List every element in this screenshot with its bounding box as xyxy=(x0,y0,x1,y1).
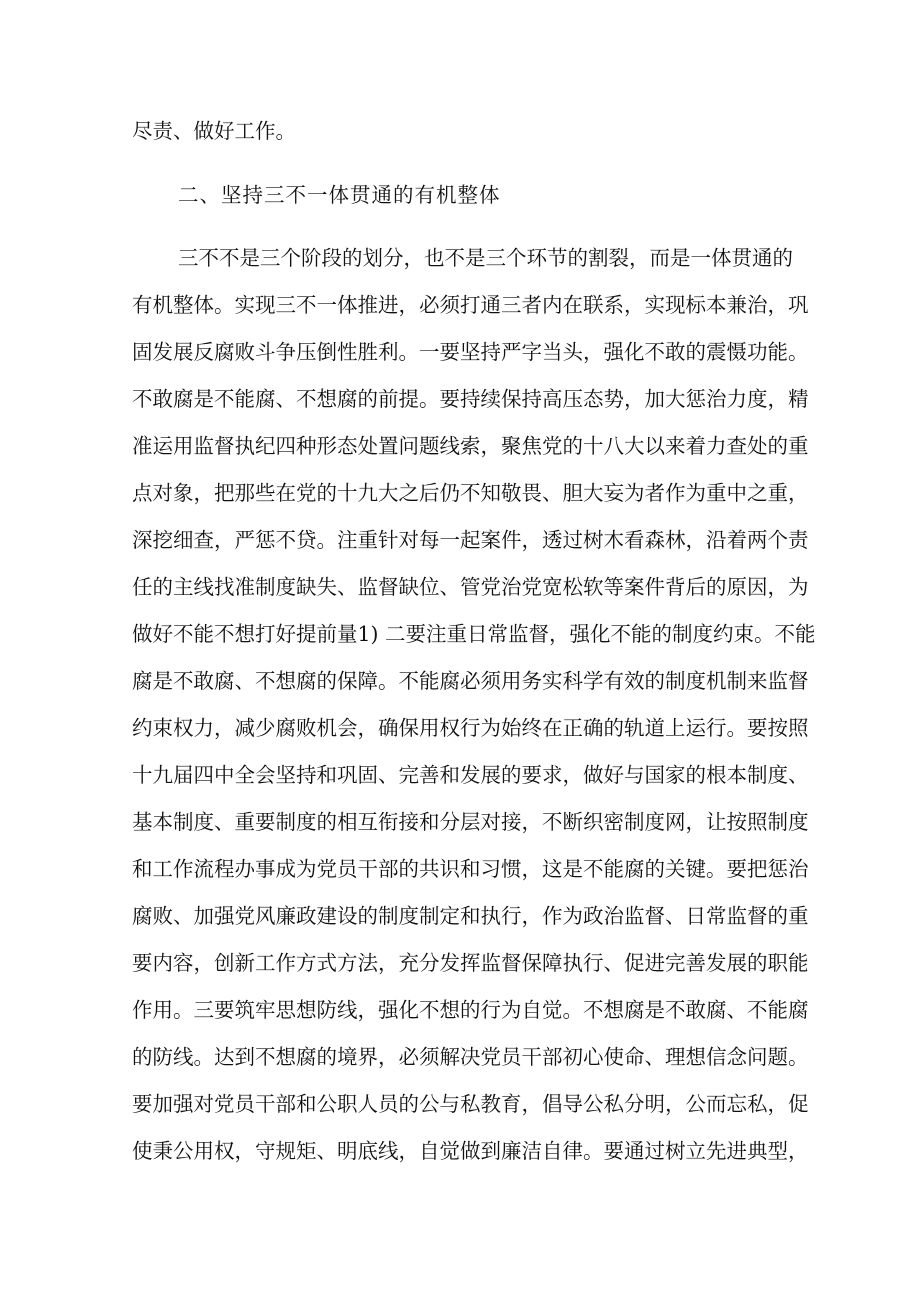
paragraph-line: 有机整体。实现三不一体推进，必须打通三者内在联系，实现标本兼治，巩 xyxy=(132,293,809,317)
paragraph-line: 要加强对党员干部和公职人员的公与私教育，倡导公私分明，公而忘私，促 xyxy=(132,1092,809,1116)
paragraph-line: 点对象，把那些在党的十九大之后仍不知敬畏、胆大妄为者作为重中之重， xyxy=(132,481,809,505)
intro-fragment: 尽责、做好工作。 xyxy=(132,119,296,143)
paragraph-line: 腐败、加强党风廉政建设的制度制定和执行，作为政治监督、日常监督的重 xyxy=(132,904,809,928)
paragraph-line: 作用。三要筑牢思想防线，强化不想的行为自觉。不想腐是不敢腐、不能腐 xyxy=(132,998,809,1022)
paragraph-line: 不敢腐是不能腐、不想腐的前提。要持续保持高压态势，加大惩治力度，精 xyxy=(132,387,809,411)
section-heading: 二、坚持三不一体贯通的有机整体 xyxy=(178,183,501,207)
paragraph-line: 基本制度、重要制度的相互衔接和分层对接，不断织密制度网，让按照制度 xyxy=(132,810,809,834)
paragraph-line: 要内容，创新工作方式方法，充分发挥监督保障执行、促进完善发展的职能 xyxy=(132,951,809,975)
paragraph-line: 和工作流程办事成为党员干部的共识和习惯，这是不能腐的关键。要把惩治 xyxy=(132,857,809,881)
paragraph-line: 的防线。达到不想腐的境界，必须解决党员干部初心使命、理想信念问题。 xyxy=(132,1045,809,1069)
paragraph-line: 固发展反腐败斗争压倒性胜利。一要坚持严字当头，强化不敢的震慑功能。 xyxy=(132,340,809,364)
paragraph-line: 任的主线找准制度缺失、监督缺位、管党治党宽松软等案件背后的原因，为 xyxy=(132,575,809,599)
paragraph-line: 准运用监督执纪四种形态处置问题线索，聚焦党的十八大以来着力查处的重 xyxy=(132,434,809,458)
paragraph-line: 十九届四中全会坚持和巩固、完善和发展的要求，做好与国家的根本制度、 xyxy=(132,763,809,787)
paragraph-line: 三不不是三个阶段的划分，也不是三个环节的割裂，而是一体贯通的 xyxy=(178,246,793,270)
paragraph-line: 使秉公用权，守规矩、明底线，自觉做到廉洁自律。要通过树立先进典型， xyxy=(132,1139,809,1163)
paragraph-line: 做好不能不想打好提前量1) 二要注重日常监督，强化不能的制度约束。不能 xyxy=(132,622,816,646)
paragraph-line: 深挖细查，严惩不贷。注重针对每一起案件，透过树木看森林，沿着两个责 xyxy=(132,528,809,552)
paragraph-line: 约束权力，减少腐败机会，确保用权行为始终在正确的轨道上运行。要按照 xyxy=(132,716,809,740)
paragraph-line: 腐是不敢腐、不想腐的保障。不能腐必须用务实科学有效的制度机制来监督 xyxy=(132,669,809,693)
